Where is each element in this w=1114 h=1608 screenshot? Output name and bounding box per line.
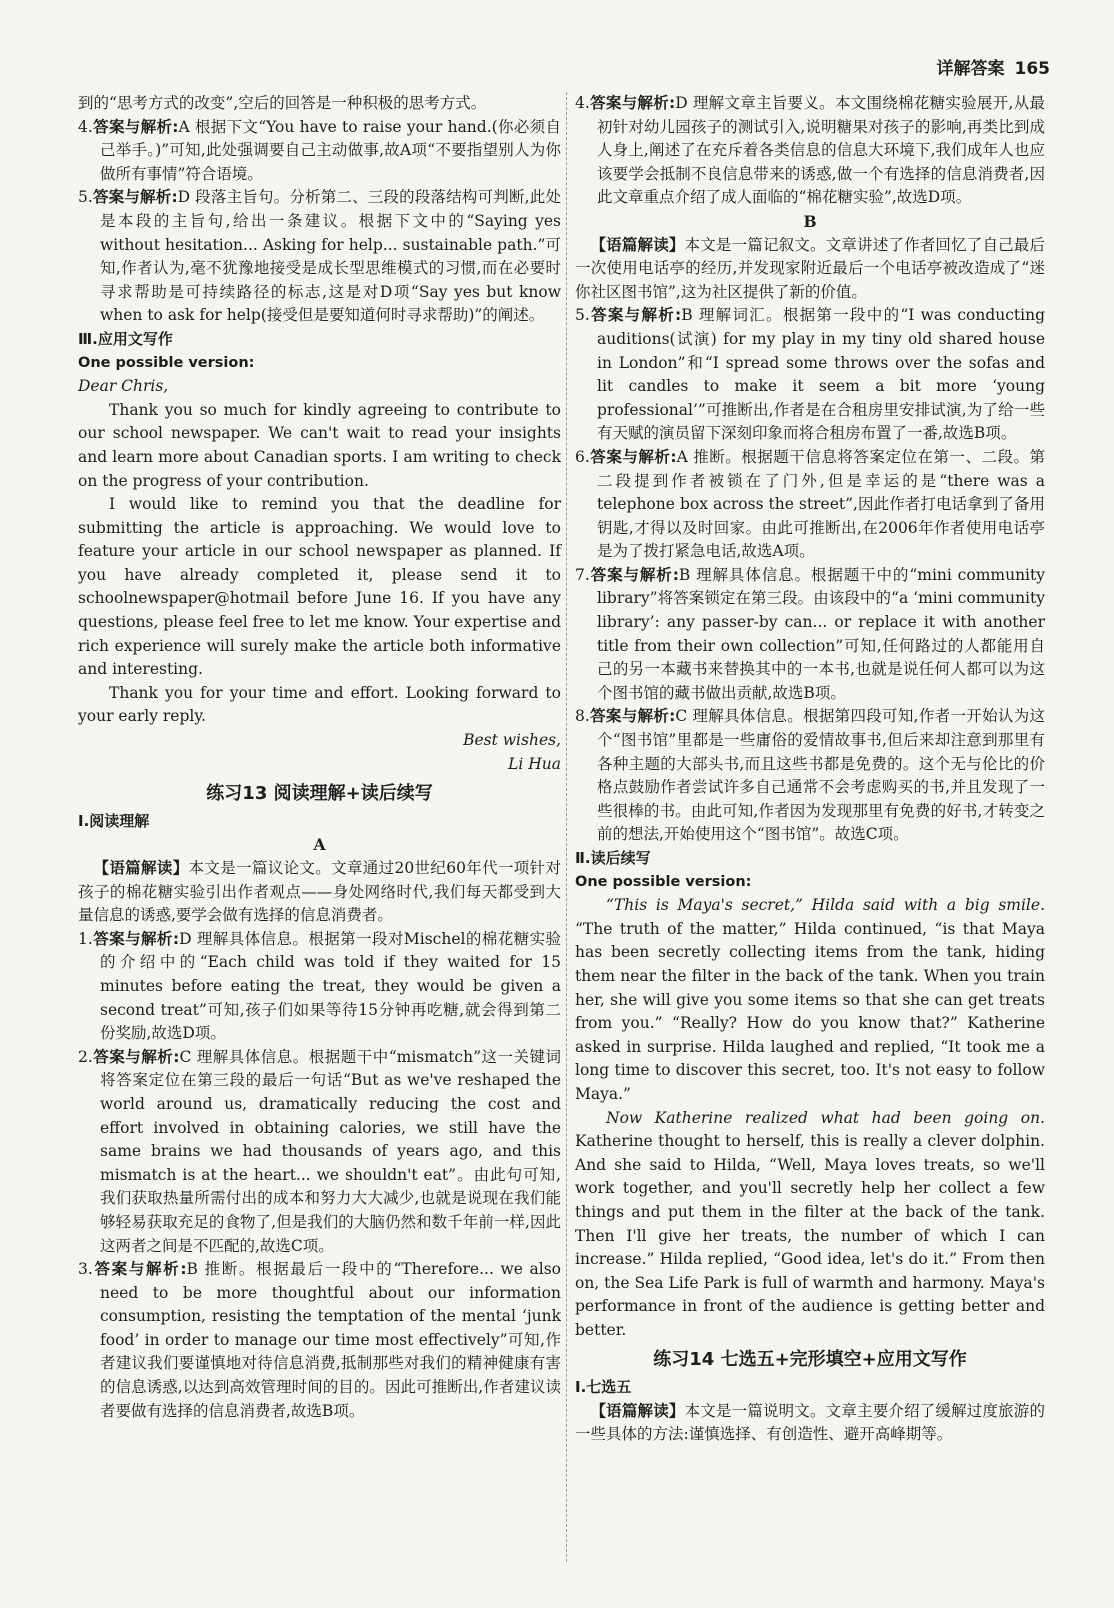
story-opening-sentence: Now Katherine realized what had been going on. [606, 1108, 1045, 1127]
answer-text: D 段落主旨句。分析第二、三段的段落结构可判断,此处是本段的主旨句,给出一条建议。根据下文中的“Saying yes without hesitation... Asking for help... sustainable path.”可知,作者认为,毫不犹豫地接受是成长型思维模式的习惯,而在必要时寻求帮助是可持续路径的标志,这是对D项“Say yes but know when to ask for help(接受但是要知道何时寻求帮助)”的阐述。 [100, 188, 561, 325]
answer-6 [575, 446, 1045, 564]
intro-text: 本文是一篇记叙文。文章讲述了作者回忆了自己最后一次使用电话亭的经历,并发现家附近最后一个电话亭被改造成了“迷你社区图书馆”,这为社区提供了新的价值。 [575, 235, 1045, 301]
right-column [575, 92, 1045, 1447]
answer-1 [78, 928, 561, 1046]
passage-intro-b [575, 234, 1045, 305]
answer-8 [575, 705, 1045, 847]
answer-label: 答案与解析: [589, 707, 676, 726]
intro-label: 【语篇解读】 [590, 1401, 685, 1420]
passage-letter-a: A [313, 835, 326, 855]
story-body: “The truth of the matter,” Hilda continued, “is that Maya has been secretly collecting items from the tank, hiding them near the filter in the back of the tank. When you train her, she will give you some items so that she can get treats from you.” “Really? How do you know that?” Katherine asked in surprise. Hilda laughed and replied, “It took me a long time to discover this secret, too. It's not easy to follow Maya.” [575, 919, 1045, 1103]
answer-text: B 理解具体信息。根据题干中的“mini community library”将答案锁定在第三段。由该段中的“a ‘mini community library’: any passer-by can... or replace it with another title from their own collection”可知,任何路过的人都能用自己的另一本藏书来替换其中的一本书,也就是说任何人都可以为这个图书馆的藏书做出贡献,故选B项。 [597, 565, 1045, 702]
column-divider [566, 92, 567, 1562]
intro-label: 【语篇解读】 [93, 859, 189, 877]
header-title: 详解答案 [936, 59, 1005, 79]
version-label: One possible version: [78, 354, 255, 371]
answer-label: 答案与解析: [92, 1047, 180, 1066]
answer-text: A 根据下文“You have to raise your hand.(你必须自己举手。)”可知,此处强调要自己主动做事,故A项“不要指望别人为你做所有事情”符合语境。 [100, 117, 562, 183]
story-paragraph-2 [575, 1107, 1045, 1343]
answer-text: A 推断。根据题干信息将答案定位在第一、二段。第二段提到作者被锁在了门外,但是幸运的是“there was a telephone box across the street”,因此作者打电话拿到了备用钥匙,才得以及时回家。由此可推断出,在2006年作者使用电话亭是为了拨打紧急电话,故选A项。 [597, 447, 1045, 561]
answer-label: 答案与解析: [589, 94, 676, 112]
answer-3 [78, 1258, 561, 1423]
passage-intro-c [575, 1400, 1045, 1447]
letter-closing: Best wishes, [463, 731, 561, 750]
intro-label: 【语篇解读】 [590, 235, 685, 254]
answer-text: C 理解具体信息。根据第四段可知,作者一开始认为这个“图书馆”里都是一些庸俗的爱情故事书,但后来却注意到那里有各种主题的大部头书,而且这些书都是免费的。这个无与伦比的价格点鼓励作者尝试许多自己通常不会考虑购买的书,并且发现了一些很棒的书。由此可知,作者因为发现那里有免费的好书,才转变之前的想法,开始使用这个“图书馆”。故选C项。 [597, 707, 1046, 844]
answer-num: 7. [575, 565, 590, 584]
answer-label: 答案与解析: [589, 565, 679, 584]
version-label: One possible version: [575, 873, 752, 890]
story-opening-sentence: “This is Maya's secret,” Hilda said with a big smile. [606, 896, 1045, 915]
intro-text: 本文是一篇议论文。文章通过20世纪60年代一项针对孩子的棉花糖实验引出作者观点——身处网络时代,我们每天都受到大量信息的诱惑,要学会做有选择的信息消费者。 [78, 859, 561, 925]
letter-paragraph-2: I would like to remind you that the deadline for submitting the article is approaching. We would love to feature your article in our school newspaper as planned. If you have already completed it, please send it to schoolnewspaper@hotmail before June 16. If you have any questions, please feel free to let me know. Your expertise and rich experience will surely make the article both informative and interesting. [78, 495, 561, 679]
answer-num: 6. [575, 447, 590, 466]
answer-label: 答案与解析: [92, 188, 178, 207]
answer-5-b [575, 304, 1045, 446]
answer-text: D 理解文章主旨要义。本文围绕棉花糖实验展开,从最初针对幼儿园孩子的测试引入,说明糖果对孩子的影响,再类比到成人身上,阐述了在充斥着各类信息的信息大环境下,我们成年人也应该要学会抵制不良信息带来的诱惑,做一个有选择的信息消费者,因此文章重点介绍了成人面临的“棉花糖实验”,故选D项。 [597, 94, 1045, 207]
left-column [78, 92, 561, 1423]
answer-4-b [575, 92, 1045, 210]
section-heading-reading: Ⅰ.阅读理解 [78, 811, 150, 830]
letter-signer: Li Hua [508, 754, 561, 773]
answer-5 [78, 186, 561, 328]
intro-text: 本文是一篇说明文。文章主要介绍了缓解过度旅游的一些具体的方法:谨慎选择、有创造性、避开高峰期等。 [575, 1401, 1045, 1444]
passage-letter-b: B [803, 211, 817, 231]
answer-label: 答案与解析: [589, 306, 682, 325]
answer-label: 答案与解析: [92, 929, 180, 948]
exercise-14-title: 练习14 七选五+完形填空+应用文写作 [653, 1349, 967, 1371]
answer-2 [78, 1046, 561, 1258]
letter-salutation: Dear Chris, [78, 377, 169, 396]
answer-text: B 推断。根据最后一段中的“Therefore... we also need to be more thoughtful about our information consumption, resisting the temptation of the mental ‘junk food’ in order to manage our time most effectively”可知,作者建议我们要谨慎地对待信息消费,抵制那些对我们的精神健康有害的信息诱惑,以达到高效管理时间的目的。因此可推断出,作者建议读者要做有选择的信息消费者,故选B项。 [100, 1260, 562, 1420]
answer-num: 8. [575, 707, 590, 726]
page-number: 165 [1014, 59, 1050, 79]
answer-num: 5. [78, 188, 93, 207]
answer-num: 4. [78, 117, 93, 136]
passage-intro-a [78, 857, 561, 928]
answer-num: 3. [78, 1260, 93, 1279]
answer-text: C 理解具体信息。根据题干中“mismatch”这一关键词将答案定位在第三段的最后一句话“But as we've reshaped the world around us, dramatically reducing the cost and effort involved in obtaining calories, we still have the same brains we had thousands of years ago, and this mismatch is at the heart... we shouldn't eat”。由此句可知,我们获取热量所需付出的成本和努力大大减少,也就是说现在我们能够轻易获取充足的食物了,但是我们的大脑仍然和数千年前一样,因此这两者之间是不匹配的,故选C项。 [100, 1047, 562, 1255]
answer-num: 1. [78, 929, 93, 948]
answer-7 [575, 564, 1045, 706]
letter-paragraph-3: Thank you for your time and effort. Looking forward to your early reply. [78, 683, 561, 726]
answer-text: D 理解具体信息。根据第一段对Mischel的棉花糖实验的介绍中的“Each child was told if they waited for 15 minutes before eating the treat, they would be given a second treat”可知,孩子们如果等待15分钟再吃糖,就会得到第二份奖励,故选D项。 [100, 929, 562, 1043]
page-header [937, 58, 1051, 82]
answer-num: 4. [575, 94, 590, 112]
answer-num: 5. [575, 306, 590, 325]
section-heading-seven-choose-five: Ⅰ.七选五 [575, 1378, 632, 1397]
story-paragraph-1 [575, 894, 1045, 1106]
story-body: Katherine thought to herself, this is really a clever dolphin. And she said to Hilda, “Well, Maya loves treats, so we'll work together, and you'll secretly help her collect a few things and put them in the filter at the back of the tank. Then I'll give her treats, the number of which I can increase.” Hilda replied, “Good idea, let's do it.” From then on, the Sea Life Park is full of warmth and harmony. Maya's performance in front of the audience is getting better and better. [575, 1132, 1045, 1339]
answer-4 [78, 116, 561, 187]
section-heading-continuation: Ⅱ.读后续写 [575, 849, 651, 867]
letter-paragraph-1: Thank you so much for kindly agreeing to contribute to our school newspaper. We can't wait to read your insights and learn more about Canadian sports. I am writing to check on the progress of your contribution. [78, 400, 561, 490]
section-heading-writing: Ⅲ.应用文写作 [78, 329, 173, 348]
answer-num: 2. [78, 1047, 93, 1066]
exercise-13-title: 练习13 阅读理解+读后续写 [206, 783, 433, 805]
answer-text: B 理解词汇。根据第一段中的“I was conducting auditions(试演) for my play in my tiny old shared house in London”和“I spread some throws over the sofas and lit candles to make it seem a bit more ‘young professional’”可推断出,作者是在合租房里安排试演,为了给一些有天赋的演员留下深刻印象而将合租房布置了一番,故选B项。 [597, 306, 1046, 443]
continued-paragraph: 到的“思考方式的改变”,空后的回答是一种积极的思考方式。 [78, 94, 487, 112]
answer-label: 答案与解析: [589, 447, 677, 466]
answer-label: 答案与解析: [92, 1260, 187, 1279]
answer-label: 答案与解析: [92, 117, 179, 136]
